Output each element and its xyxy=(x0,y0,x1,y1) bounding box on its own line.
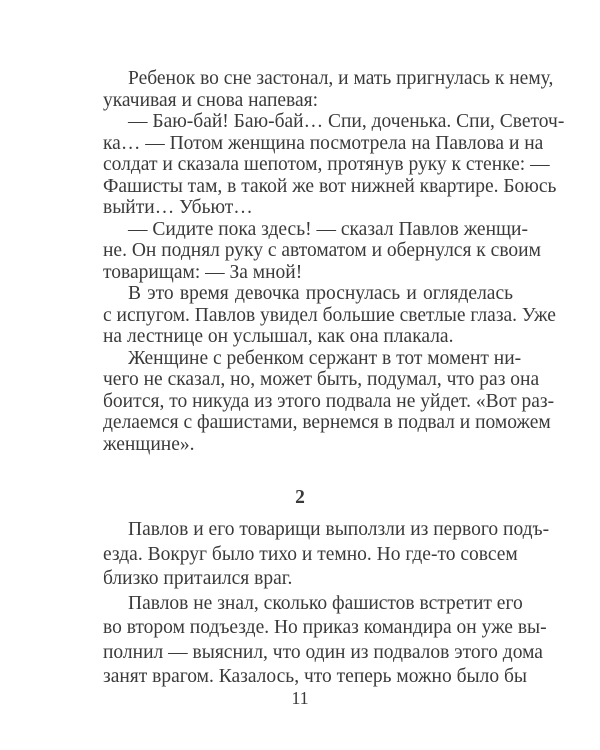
text-line: полнил — выяснил, что один из подвалов этого дома xyxy=(103,641,543,663)
text-line: — Баю-бай! Баю-бай… Спи, доченька. Спи, Светоч- xyxy=(128,111,565,132)
text-line: Женщине с ребенком сержант в тот момент ни- xyxy=(128,347,522,369)
text-line: делаемся с фашистами, вернемся в подвал и поможем xyxy=(103,412,551,433)
text-line: во втором подъезде. Но приказ командира он уже вы- xyxy=(103,617,547,638)
text-line: Фашисты там, в такой же вот нижней квартире. Боюсь xyxy=(103,175,557,197)
text-line: близко притаился враг. xyxy=(103,568,293,589)
text-line: — Сидите пока здесь! — сказал Павлов женщи- xyxy=(128,218,528,240)
text-line: занят врагом. Казалось, что теперь можно было бы xyxy=(103,666,527,687)
text-line: женщине». xyxy=(103,433,195,455)
text-line: выйти… Убьют… xyxy=(103,197,253,218)
text-line: не. Он поднял руку с автоматом и обернулся к своим xyxy=(103,240,541,261)
text-line: чего не сказал, но, может быть, подумал, что раз она xyxy=(103,369,540,390)
text-line: езда. Вокруг было тихо и темно. Но где-то совсем xyxy=(103,543,518,565)
text-line: укачивая и снова напевая: xyxy=(103,89,319,111)
text-line: солдат и сказала шепотом, протянув руку к стенке: — xyxy=(103,154,550,175)
text-line: на лестнице он услышал, как она плакала. xyxy=(103,326,454,347)
text-line: с испугом. Павлов увидел большие светлые глаза. Уже xyxy=(103,304,556,326)
text-line: Павлов и его товарищи выползли из первого подъ- xyxy=(128,519,550,540)
text-line: В это время девочка проснулась и огляделась xyxy=(128,283,513,304)
text-line: Ребенок во сне застонал, и мать пригнулась к нему, xyxy=(128,68,554,89)
page-number: 11 xyxy=(291,688,309,708)
text-line: Павлов не знал, сколько фашистов встретит его xyxy=(128,592,523,614)
text-line: боится, то никуда из этого подвала не уйдет. «Вот раз- xyxy=(103,390,555,412)
text-line: товарищам: — За мной! xyxy=(103,261,303,283)
text-line: ка… — Потом женщина посмотрела на Павлова и на xyxy=(103,132,544,154)
chapter-number: 2 xyxy=(295,487,305,508)
